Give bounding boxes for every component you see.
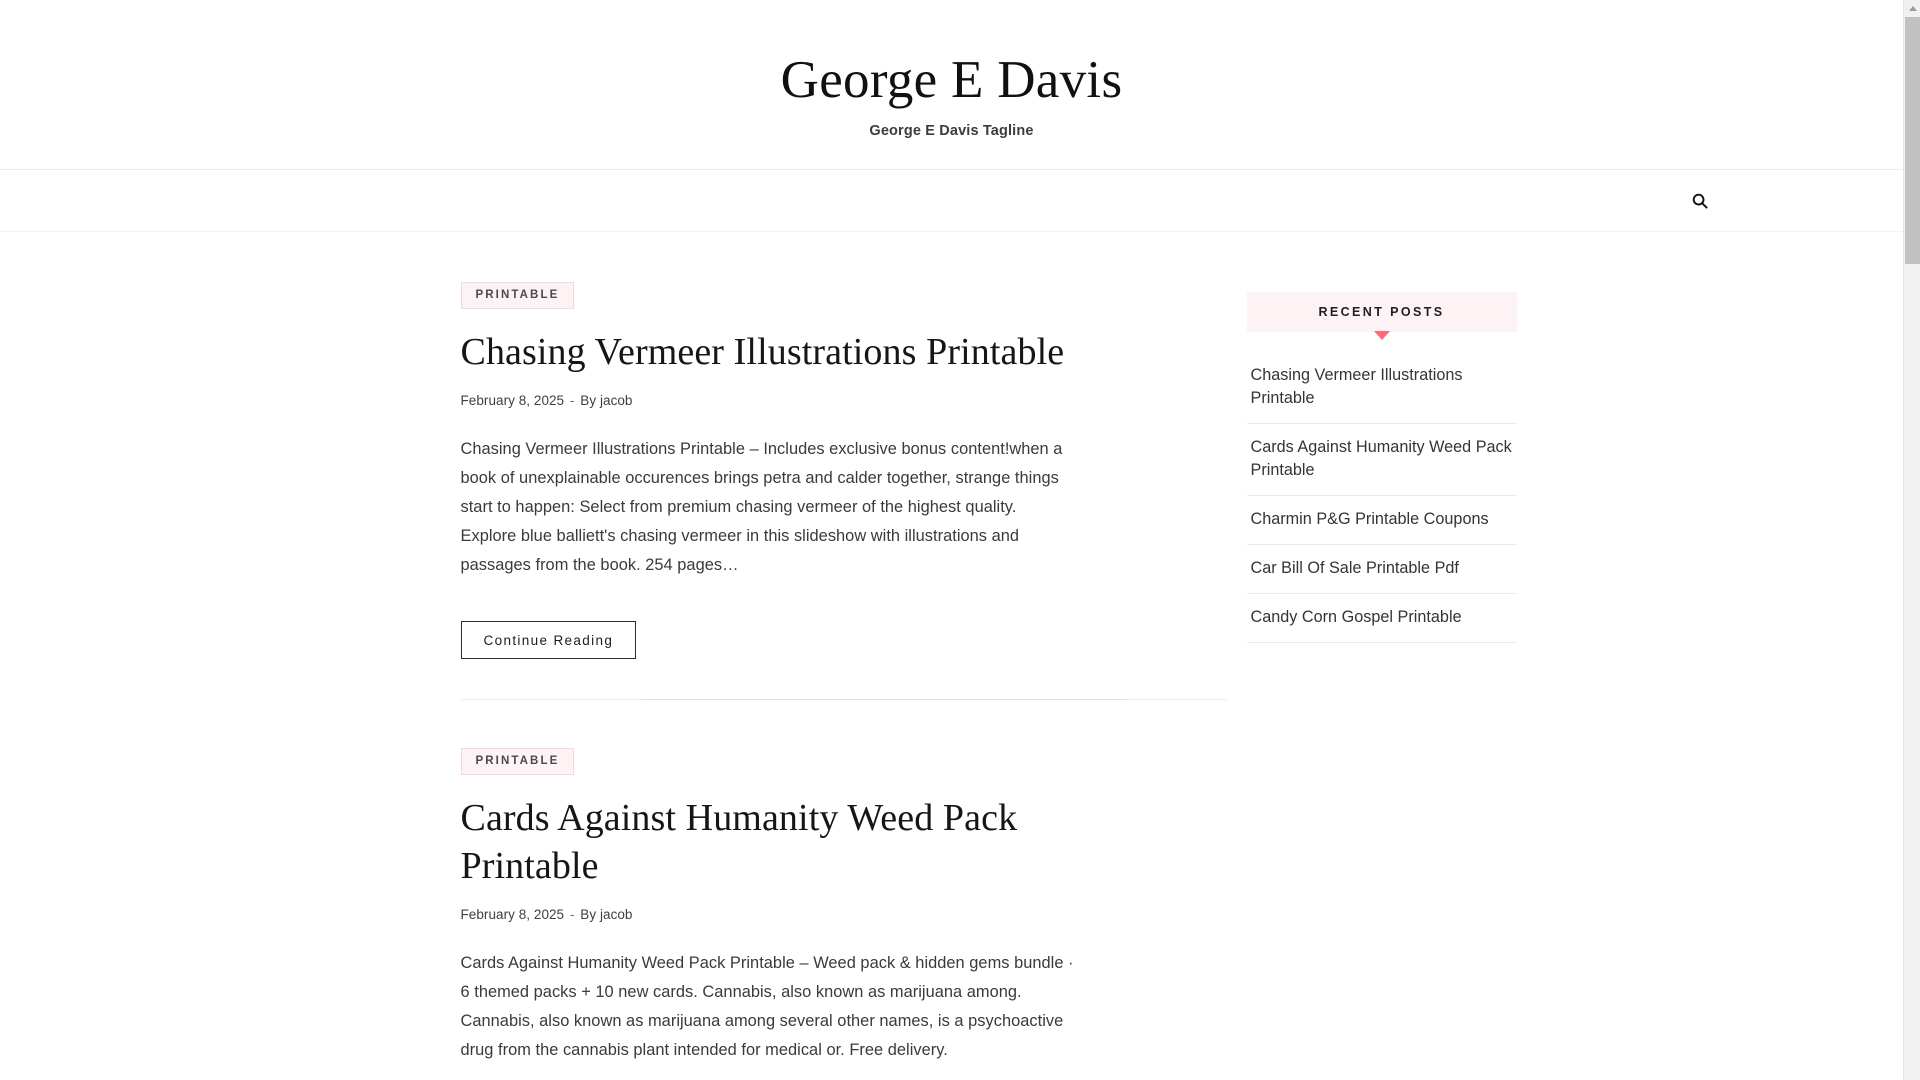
recent-post-link[interactable]: Car Bill Of Sale Printable Pdf: [1250, 558, 1459, 577]
content-wrapper: [387, 232, 1517, 1080]
list-item: [1247, 352, 1517, 424]
site-title[interactable]: George E Davis: [780, 51, 1123, 109]
widget-title-wrapper: [1247, 292, 1517, 332]
recent-post-link[interactable]: Charmin P&G Printable Coupons: [1250, 509, 1489, 528]
post-title[interactable]: Chasing Vermeer Illustrations Printable: [460, 330, 1065, 373]
list-item: [1247, 496, 1517, 545]
continue-reading-button[interactable]: Continue Reading: [461, 621, 637, 660]
navigation-inner: [187, 170, 1717, 231]
widget-recent-posts: [1247, 292, 1517, 643]
post-excerpt: Chasing Vermeer Illustrations Printable – Includes exclusive bonus content!when a book of unexplainable occurences brings petra and calder together, strange things start to happen: Select from premium chasing vermeer of the highest quality. Explore blue balliett's chasing vermeer in this slideshow with illustrations and passages from the book. 254 pages…: [460, 439, 1063, 575]
list-item: [1247, 424, 1517, 496]
post-author[interactable]: jacob: [599, 906, 633, 922]
post-title[interactable]: Cards Against Humanity Weed Pack Printable: [460, 796, 1018, 887]
post-excerpt: Cards Against Humanity Weed Pack Printable – Weed pack & hidden gems bundle · 6 themed packs + 10 new cards. Cannabis, also known as marijuana among. Cannabis, also known as marijuana among several other names, is a psychoactive drug from the cannabis plant intended for medical or. Free delivery.: [460, 953, 1074, 1060]
scrollbar-thumb[interactable]: [1905, 17, 1920, 264]
meta-separator: -: [569, 906, 575, 922]
recent-post-link[interactable]: Candy Corn Gospel Printable: [1250, 607, 1462, 626]
post-article: [387, 282, 1087, 700]
post-meta: [461, 907, 1075, 922]
primary-navigation: [0, 169, 1903, 232]
main-content: [387, 282, 1087, 1080]
post-by-prefix: By: [580, 392, 597, 408]
post-author[interactable]: jacob: [599, 392, 633, 408]
site-header: [0, 0, 1903, 169]
post-category-badge[interactable]: PRINTABLE: [461, 748, 575, 775]
recent-post-link[interactable]: Chasing Vermeer Illustrations Printable: [1250, 365, 1463, 407]
site-tagline: George E Davis Tagline: [869, 123, 1034, 140]
post-article: [387, 700, 1087, 1065]
list-item: [1247, 545, 1517, 594]
search-icon[interactable]: [1683, 184, 1717, 218]
post-divider: [461, 699, 1227, 700]
meta-separator: -: [569, 392, 575, 408]
post-by-prefix: By: [580, 906, 597, 922]
post-meta: [461, 393, 1075, 408]
list-item: [1247, 594, 1517, 643]
scroll-up-arrow-icon[interactable]: [1904, 0, 1920, 17]
recent-posts-list: [1247, 352, 1517, 643]
post-category-badge[interactable]: PRINTABLE: [461, 282, 575, 309]
post-date[interactable]: February 8, 2025: [460, 906, 565, 922]
recent-post-link[interactable]: Cards Against Humanity Weed Pack Printable: [1250, 437, 1512, 479]
triangle-up-icon: [1909, 6, 1917, 11]
post-inner: [461, 748, 1075, 1065]
post-inner: [461, 282, 1075, 659]
sidebar: [1247, 282, 1517, 643]
widget-title: RECENT POSTS: [1247, 292, 1517, 332]
post-date[interactable]: February 8, 2025: [460, 392, 565, 408]
page-scrollbar[interactable]: [1903, 0, 1920, 1080]
